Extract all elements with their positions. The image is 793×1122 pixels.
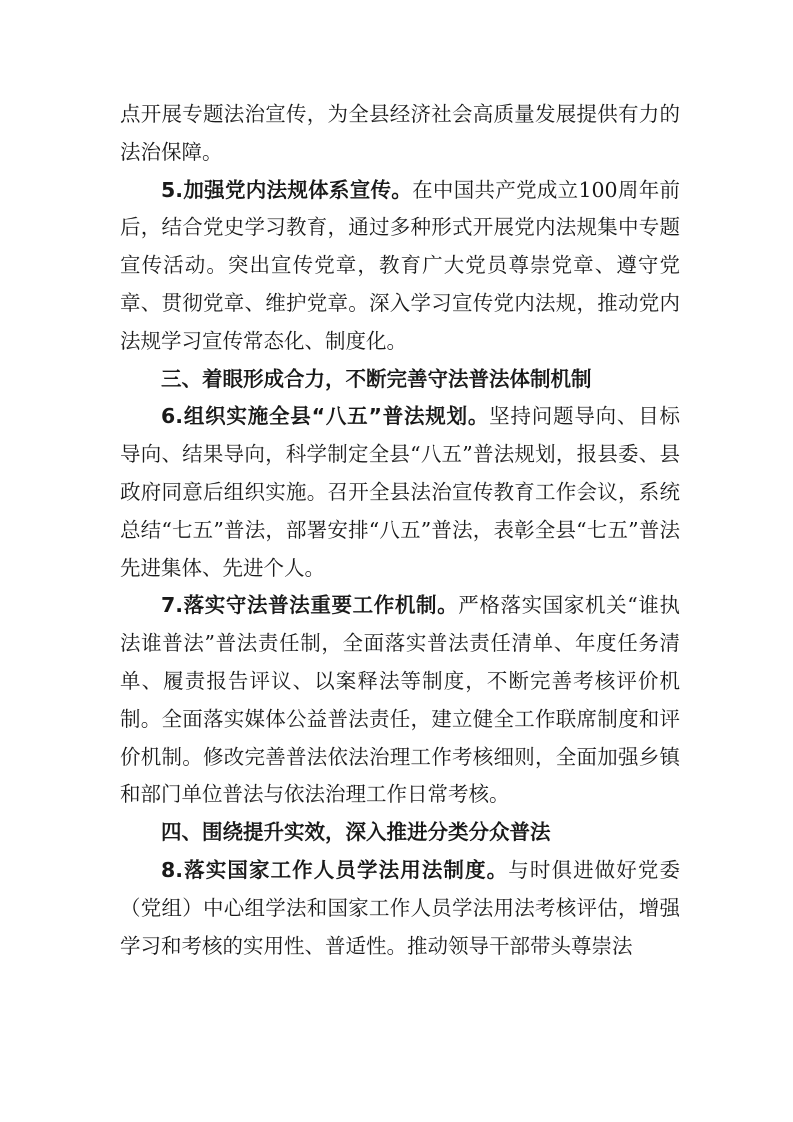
section-heading-3: 三、着眼形成合力，不断完善守法普法体制机制 [161,366,592,391]
paragraph-continuation: 点开展专题法治宣传，为全县经济社会高质量发展提供有力的法治保障。 [120,102,680,164]
paragraph-item-7 [120,587,680,814]
paragraph-item-6 [120,398,680,587]
document-body [120,96,680,965]
item-5-lead: 5.加强党内法规体系宣传。 [161,177,413,202]
item-6-text: 坚持问题导向、目标导向、结果导向，科学制定全县“八五”普法规划，报县委、县政府同意后组织实施。召开全县法治宣传教育工作会议，系统总结“七五”普法，部署安排“八五”普法，表彰全县“七五”普法先进集体、先进个人。 [120,404,681,580]
item-8-lead: 8.落实国家工作人员学法用法制度。 [161,857,509,882]
item-8-text: 与时俱进做好党委（党组）中心组学法和国家工作人员学法用法考核评估，增强学习和考核的实用性、普适性。推动领导干部带头尊崇法 [120,857,680,958]
item-7-lead: 7.落实守法普法重要工作机制。 [161,593,459,618]
item-6-lead: 6.组织实施全县“八五”普法规划。 [161,404,490,429]
paragraph-item-8 [120,852,680,965]
item-5-text: 在中国共产党成立100周年前后，结合党史学习教育，通过多种形式开展党内法规集中专题宣传活动。突出宣传党章，教育广大党员尊崇党章、遵守党章、贯彻党章、维护党章。深入学习宣传党内法规，推动党内法规学习宣传常态化、制度化。 [120,177,680,353]
section-heading-4: 四、围绕提升实效，深入推进分类分众普法 [161,820,551,845]
paragraph-item-5 [120,172,680,361]
item-7-text: 严格落实国家机关“谁执法谁普法”普法责任制，全面落实普法责任清单、年度任务清单、履责报告评议、以案释法等制度，不断完善考核评价机制。全面落实媒体公益普法责任，建立健全工作联席制度和评价机制。修改完善普法依法治理工作考核细则，全面加强乡镇和部门单位普法与依法治理工作日常考核。 [120,593,680,807]
